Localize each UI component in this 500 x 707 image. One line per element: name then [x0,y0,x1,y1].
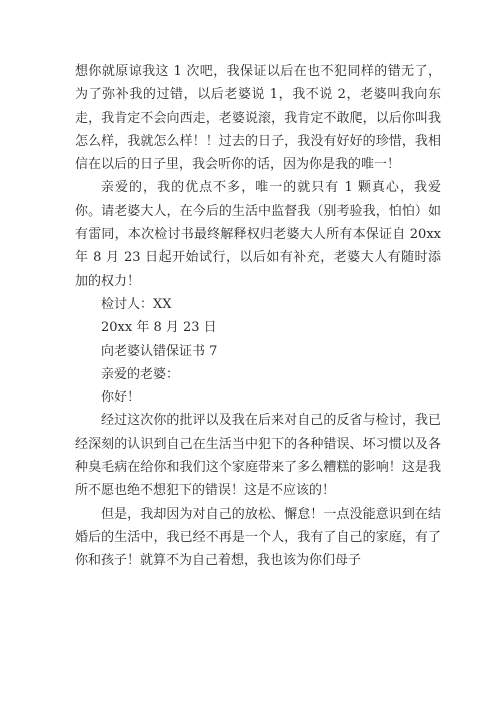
date-line: 20xx 年 8 月 23 日 [101,320,217,336]
greeting: 你好！ [101,390,141,406]
signature-line: 检讨人：XX [101,296,172,312]
document-body [75,60,441,573]
salutation: 亲爱的老婆： [101,366,180,382]
section-title: 向老婆认错保证书 7 [101,343,218,359]
paragraph-family-responsibility: 但是，我却因为对自己的放松、懈怠！一点没能意识到在结婚后的生活中，我已经不再是一个人，我有了自己的家庭，有了你和孩子！就算不为自己着想，我也该为你们母子 [75,506,441,569]
paragraph-apology-promise: 想你就原谅我这 1 次吧，我保证以后在也不犯同样的错无了，为了弥补我的过错，以后老婆说 1，我不说 2，老婆叫我向东走，我肯定不会向西走，老婆说滚，我肯定不敢爬，以后你叫我怎么样，我就怎么样！！过去的日子，我没有好好的珍惜，我相信在以后的日子里，我会听你的话，因为你是我的唯一！ [75,64,441,173]
paragraph-sincere-heart: 亲爱的，我的优点不多，唯一的就只有 1 颗真心，我爱你。请老婆大人，在今后的生活中监督我（别考验我，怕怕）如有雷同，本次检讨书最终解释权归老婆大人所有本保证自 20xx 年 8 月 23 日起开始试行，以后如有补充，老婆大人有随时添加的权力！ [75,180,441,289]
paragraph-self-reflection: 经过这次你的批评以及我在后来对自己的反省与检讨，我已经深刻的认识到自己在生活当中犯下的各种错误、坏习惯以及各种臭毛病在给你和我们这个家庭带来了多么糟糕的影响！这是我所不愿也绝不想犯下的错误！这是不应该的！ [75,413,441,499]
